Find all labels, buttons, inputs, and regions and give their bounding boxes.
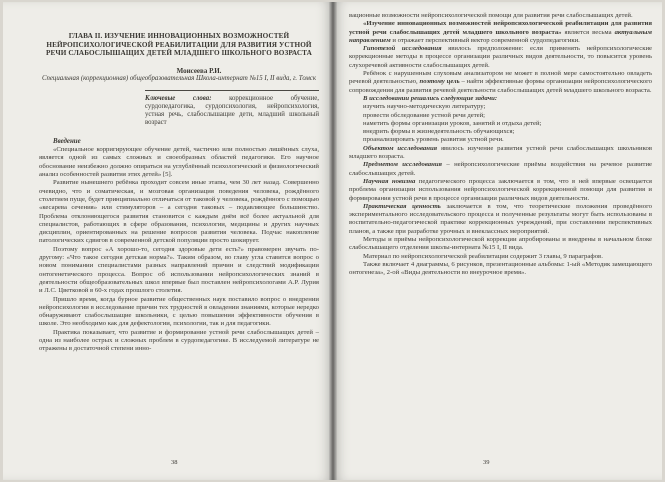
list-item: внедрить формы в жизнедеятельность обучающихся;	[363, 128, 515, 136]
right-page	[333, 2, 662, 480]
keywords-block	[145, 90, 319, 128]
novelty-label: Научная новизна	[363, 177, 416, 185]
paragraph-fragment: – найти эффективные формы организации нейропсихологического сопровождения для развития речевой деятельности слабослышащих детей младшего школьного возраста.	[349, 78, 652, 94]
paragraph: вационные возможности нейропсихологической помощи для развития речи слабослышащих детей.	[349, 12, 633, 19]
list-item: наметить формы организации уроков, занятий и отдыха детей;	[363, 119, 542, 127]
author-affiliation: Специальная (коррекционная) общеобразовательная Школа-интернат №15 I, II вида, г. Томск	[41, 75, 316, 83]
keywords-text: коррекционное обучение, сурдопедагогика, сурдопсихология, нейропсихология, устная речь, слабослышащие дети, младший школьный возраст	[145, 94, 319, 127]
paragraph	[349, 178, 652, 203]
chapter-title: ГЛАВА II. ИЗУЧЕНИЕ ИННОВАЦИОННЫХ ВОЗМОЖНОСТЕЙ НЕЙРОПСИХОЛОГИЧЕСКОЙ РЕАБИЛИТАЦИИ ДЛЯ РАЗВИТИЯ УСТНОЙ РЕЧИ СЛАБОСЛЫШАЩИХ ДЕТЕЙ МЛАДШЕГО ШКОЛЬНОГО ВОЗРАСТА	[46, 32, 312, 58]
paragraph	[349, 145, 652, 162]
tasks-heading: В исследовании решались следующие задачи:	[363, 94, 498, 102]
book-gutter	[329, 2, 337, 480]
intro-heading: Введение	[53, 137, 81, 145]
tasks-list	[349, 103, 652, 144]
goal-label: поэтому цель	[419, 78, 460, 86]
paragraph	[349, 20, 652, 45]
paragraph: Практика показывает, что развитие и формирование устной речи слабослышащих детей – одна из наиболее острых и сложных проблем в сурдопедагогике. В исследуемой литературе не отражены в достаточной степени инно-	[39, 328, 319, 353]
list-item: изучить научно-методическую литературу;	[363, 103, 486, 111]
paragraph: Развитие нынешнего ребёнка проходит совсем иные этапы, чем 30 лет назад. Совершенно очевидно, что и соматическая, и мозговая организация поведения человека, рождённого столетием пуще, будет принципиально отличаться от таковой у человека, рождённого с помощью «кесарева сечения» или стимуляторов – а сегодня таковых – подавляющее большинство. Проблема отклоняющегося развития становится с каждым днём всё более актуальной для специалистов, работающих в сфере образования, психологии, медицины и других научных дисциплин, ориентированных на решение вопросов развития человека. Подчас накопление патологических сдвигов в современной детской популяции просто шокирует.	[39, 179, 319, 245]
paragraph-fragment: – нейропсихологические приёмы воздействия на речевое развитие слабослышащих детей.	[349, 161, 653, 177]
author-name: Моисеева Р.И.	[176, 66, 222, 75]
paragraph-fragment: явилось предположение: если применять нейропсихологические коррекционные методы в процессе организации различных видов деятельности, то повысится уровень слухоречевой активности слабослышащих детей.	[349, 45, 653, 69]
paragraph-fragment: явилось изучение развития устной речи слабослышащих школьников младшего возраста.	[349, 144, 652, 161]
study-title: «Изучение инновационных возможностей нейропсихологической реабилитации для развития устной речи слабослышащих детей младшего школьного возраста»	[349, 20, 652, 36]
paragraph	[349, 161, 652, 178]
paragraph-fragment: Ребёнок с нарушенным слуховым анализатором не может в полной мере самостоятельно овладеть речевой деятельностью,	[349, 70, 652, 86]
paragraph-fragment: педагогического процесса заключается в том, что в ней впервые освещается проблема организации использования нейропсихологической коррекционной помощи для развития и формирования устной речи в процессе организации различных видов деятельности.	[349, 177, 652, 202]
emphasis: актуальным направлением	[349, 28, 652, 44]
paragraph: Поэтому вопрос «А хорошо-то, сегодня здоровые дети есть?» правомерен звучать по-другому: «Что такое сегодня детская норма?». Таким образом, во главу угла ставится вопрос о новом понимании специалистами разных направлений причин и следствий модификации онтогенетического процесса. Вопрос об использовании нейропсихологических знаний в деятельности общеобразовательных школ впервые был поставлен нейропсихологами А.Р. Лурия и Л.С. Цветковой в 60-х годах прошлого столетия.	[39, 245, 319, 295]
list-item: проанализировать уровень развития устной речи.	[363, 136, 504, 144]
paragraph: Материал по нейропсихологической реабилитации содержит 3 главы, 9 параграфов.	[363, 252, 603, 260]
paragraph: Также включает 4 диаграммы, 6 рисунков, презентационные альбомы: 1-ый «Методик замещающего онтогенеза», 2-ой «Виды деятельности во внеурочное время».	[349, 260, 652, 277]
paragraph	[349, 70, 652, 95]
paragraph	[349, 203, 652, 236]
keywords-label: Ключевые слова:	[145, 94, 212, 102]
page-number-right: 39	[483, 459, 490, 466]
left-page	[3, 2, 333, 480]
page-number-left: 38	[171, 459, 178, 466]
hypothesis-label: Гипотезой исследования	[363, 45, 442, 53]
subject-label: Предметом исследования	[363, 161, 442, 169]
paragraph	[349, 45, 652, 70]
paragraph-fragment: является весьма	[561, 28, 615, 36]
value-label: Практическая ценность	[363, 202, 441, 210]
paragraph-fragment: и отражает перспективный вектор современной сурдопедагогики.	[390, 36, 580, 44]
list-item: провести обследование устной речи детей;	[363, 111, 486, 119]
object-label: Объектом исследования	[363, 144, 438, 152]
paragraph: «Специальное корригирующее обучение детей, частично или полностью лишённых слуха, является одной из самых сложных и своеобразных областей педагогики. Его научное обоснование неизбежно должно опираться на углублённый психологический и физиологический анализ особенностей развития этих детей» [5].	[39, 146, 319, 179]
paragraph-fragment: заключается в том, что теоретические положения проведённого экспериментального исследовательского процесса и полученные результаты могут быть использованы в воспитательно-педагогической практике коррекционных учреждений, при составлении перспективных планов, а также при разработке урочных и внеклассных мероприятий.	[349, 202, 653, 235]
paragraph: Пришло время, когда бурное развитие общественных наук поставило вопрос о внедрении нейропсихологии в исследование причин тех трудностей в овладении знаниями, которые нередко обнаруживают слабослышащие школьники, с целью повышения эффективности обучения в школе. Это необходимо как для дефектологии, психологии, так и для педагогики.	[39, 295, 319, 328]
paragraph: Методы и приёмы нейропсихологической коррекции апробированы и внедрены в начальном блоке слабослышащего отделения школы-интерната №15 I, II вида.	[349, 236, 652, 252]
book-spread	[3, 2, 662, 480]
